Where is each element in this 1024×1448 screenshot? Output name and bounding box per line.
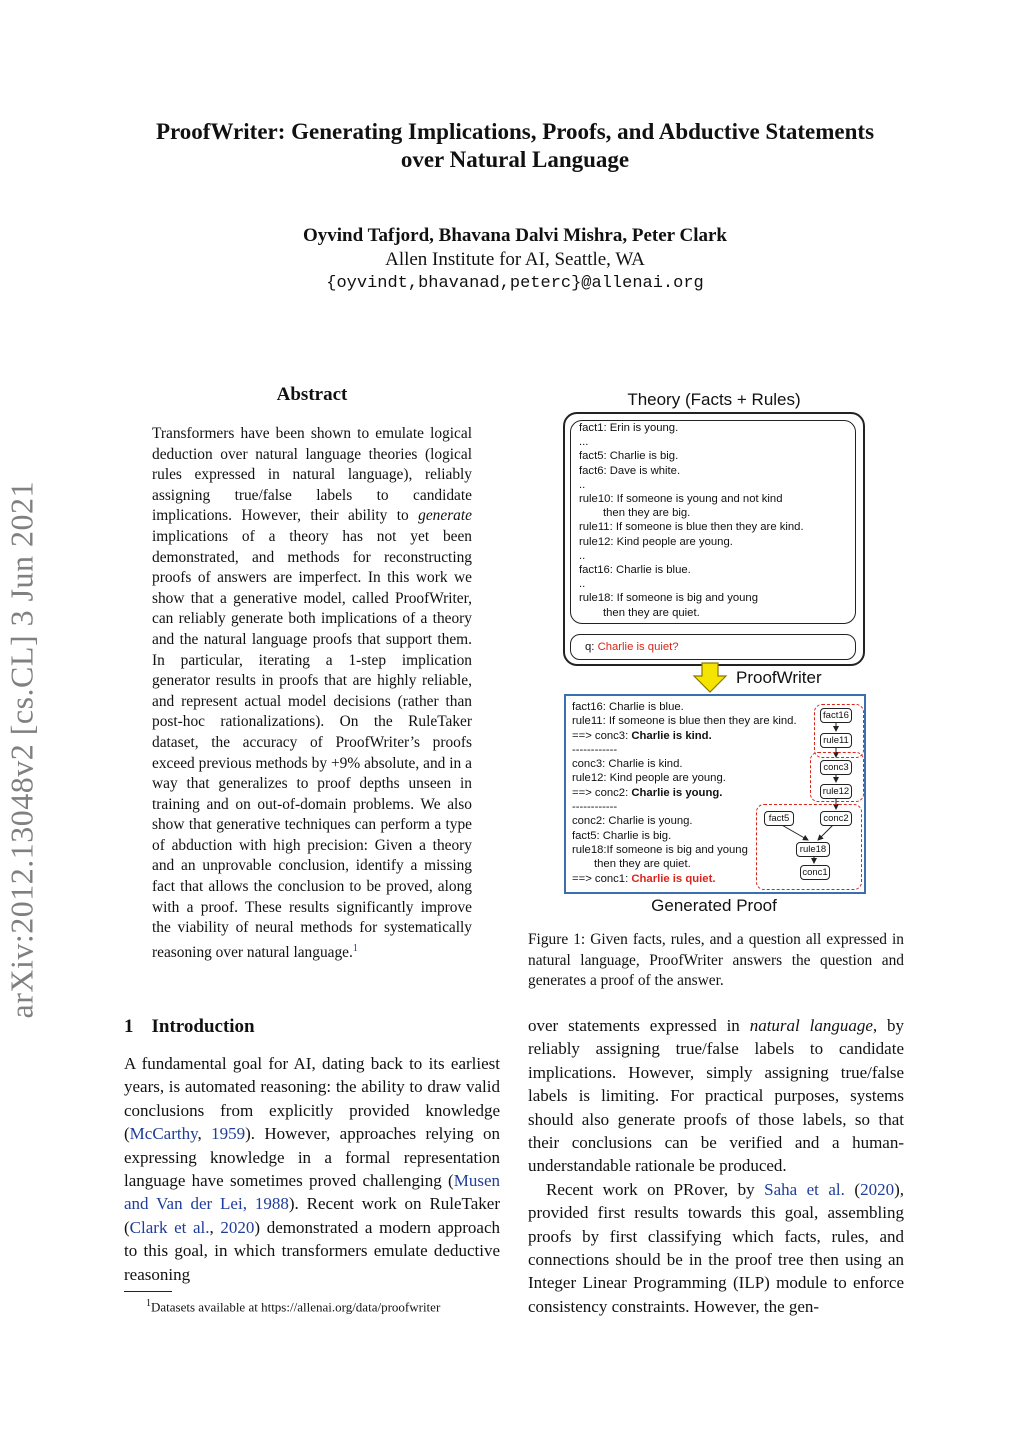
intro-text: ) demonstrated a modern approach to this goal, in which transformers emulate deductive reasoning <box>124 1217 500 1284</box>
node-rule18: rule18 <box>796 842 830 857</box>
down-arrow-icon <box>692 662 728 694</box>
citation-link[interactable]: Saha et al. <box>764 1179 845 1199</box>
proof-line-text: rule11: If someone is blue then they are kind. <box>572 715 797 728</box>
figure-caption: Figure 1: Given facts, rules, and a question all expressed in natural language, ProofWriter answers the question and generates a proof of the answer. <box>528 931 904 990</box>
abstract-text-1: Transformers have been shown to emulate logical deduction over natural language theories (logical rules expressed in natural language), reliably assigning true/false labels to candidate implications. However, their ability to <box>152 425 472 525</box>
theory-line: fact5: Charlie is big. <box>579 450 679 463</box>
intro-text: over statements expressed in <box>528 1016 750 1035</box>
footnote-rule <box>124 1291 172 1292</box>
abstract-text-2: implications of a theory has not yet been demonstrated, and methods for reconstructing proofs of answers are imperfect. In this work we show that a generative model, called ProofWriter, can reliably generate both implications of a theory and the natural language proofs that support them. In particular, iterating a 1-step implication generator results in proofs that are highly reliable, and represent actual model decisions (rather than post-hoc rationalizations). On the RuleTaker dataset, the accuracy of ProofWriter’s proofs exceed previous methods by +9% absolute, and in a way that generalizes to proof depths unseen in training and on out-of-domain problems. We also show that generative techniques can perform a type of abduction with high precision: Given a theory and an unprovable conclusion, identify a missing fact that allows the conclusion to be proved, along with a proof. These results significantly improve the viability of neural methods for systematically reasoning over natural language. <box>152 527 472 961</box>
proof-line-text: fact5: Charlie is big. <box>572 829 672 842</box>
section-heading <box>124 1016 255 1038</box>
theory-line: fact1: Erin is young. <box>579 422 679 434</box>
proof-line-text: then they are quiet. <box>594 858 691 871</box>
theory-line: fact16: Charlie is blue. <box>579 564 691 577</box>
abstract-heading: Abstract <box>276 384 348 405</box>
theory-line: .. <box>579 549 586 562</box>
footnote-mark: 1 <box>146 1298 151 1309</box>
node-rule11: rule11 <box>820 733 852 748</box>
proof-line-text: fact16: Charlie is blue. <box>572 701 684 713</box>
intro-text: ). However, approaches relying on expressing knowledge in a formal representation language have sometimes proved challenging ( <box>124 1124 500 1191</box>
proof-line-text: rule18:If someone is big and young <box>572 843 748 856</box>
node-conc2: conc2 <box>820 811 852 826</box>
citation-link[interactable]: Musen and Van der Lei, 1988 <box>124 1171 500 1214</box>
arxiv-stamp: arXiv:2012.13048v2 [cs.CL] 3 Jun 2021 <box>3 480 40 1019</box>
paragraph: Recent work on PRover, by Saha et al. (2020), provided first results towards this goal, assembling proofs by first classifying which facts, rules, and connections should be in the proof tree then using an Integer Linear Programming (ILP) module to enforce consistency constraints. However, the gen- <box>528 1179 904 1316</box>
node-fact16: fact16 <box>820 708 852 723</box>
citation-year-link[interactable]: 1959 <box>211 1124 246 1144</box>
node-rule12: rule12 <box>820 784 852 799</box>
proof-conclusion: Charlie is kind. <box>631 729 712 742</box>
abstract-emphasis: generate <box>418 507 472 525</box>
intro-text: Recent work on PRover, by <box>546 1179 765 1199</box>
title-line-1: ProofWriter: Generating Implications, Proofs, and Abductive Statements <box>155 119 875 144</box>
proof-line-text: ------------ <box>572 743 618 756</box>
citation-link[interactable]: Clark et al. <box>129 1217 210 1237</box>
proof-line-text: ------------ <box>572 801 618 814</box>
section-number: 1 <box>124 1016 134 1037</box>
node-fact5: fact5 <box>764 811 794 826</box>
footnote-text: Datasets available at https://allenai.org/data/proofwriter <box>151 1299 441 1315</box>
title-line-2: over Natural Language <box>400 147 630 172</box>
intro-right-column <box>528 1014 904 1318</box>
author-names: Oyvind Tafjord, Bhavana Dalvi Mishra, Peter Clark <box>302 225 727 246</box>
question-prefix: q: <box>585 641 598 653</box>
proof-line-text: ==> conc1: <box>572 872 632 885</box>
theory-line: rule11: If someone is blue then they are kind. <box>579 521 804 534</box>
section-title: Introduction <box>151 1016 255 1037</box>
proof-line-text: rule12: Kind people are young. <box>572 772 726 785</box>
theory-title: Theory (Facts + Rules) <box>627 390 801 409</box>
proof-conclusion: Charlie is quiet. <box>631 872 716 885</box>
question-box <box>570 634 856 660</box>
theory-line: .. <box>579 478 586 491</box>
intro-text: ). Recent work on RuleTaker ( <box>124 1194 500 1237</box>
question-text: Charlie is quiet? <box>597 641 679 653</box>
intro-emphasis: natural language <box>749 1016 873 1035</box>
theory-line: rule12: Kind people are young. <box>579 535 733 548</box>
proof-line-text: ==> conc3: <box>572 729 632 742</box>
intro-text: A fundamental goal for AI, dating back to its earliest years, is automated reasoning: the ability to draw valid conclusions from explicitly provided knowledge ( <box>124 1054 500 1144</box>
citation-year-link[interactable]: 2020 <box>220 1217 255 1237</box>
node-conc1: conc1 <box>800 865 830 880</box>
footnote <box>146 1298 440 1315</box>
paragraph <box>528 1014 904 1178</box>
intro-text: , by reliably assigning true/false labels to candidate implications. However, simply assigning true/false labels is limiting. For practical purposes, systems should also generate proofs of those labels, so that their conclusions can be verified and a human-understandable rationale be produced. <box>528 1016 905 1176</box>
author-block <box>100 224 930 296</box>
abstract-body <box>152 424 472 964</box>
theory-line: .. <box>579 578 586 591</box>
intro-left-column: A fundamental goal for AI, dating back to its earliest years, is automated reasoning: the ability to draw valid conclusions from explicitly provided knowledge (McCarthy, 1959). However, approaches relying on expressing knowledge in a formal representation language have sometimes proved challenging (Musen and Van der Lei, 1988). Recent work on RuleTaker (Clark et al., 2020) demonstrated a modern approach to this goal, in which transformers emulate deductive reasoning <box>124 1054 500 1284</box>
proof-line-text: conc2: Charlie is young. <box>572 815 693 828</box>
proof-line-text: conc3: Charlie is kind. <box>572 758 683 771</box>
theory-line: ... <box>579 436 589 449</box>
theory-line: then they are quiet. <box>603 606 700 619</box>
author-emails: {oyvindt,bhavanad,peterc}@allenai.org <box>326 274 704 293</box>
theory-line: rule10: If someone is young and not kind <box>579 493 783 506</box>
affiliation: Allen Institute for AI, Seattle, WA <box>385 249 645 270</box>
footnote-ref[interactable]: 1 <box>352 942 358 954</box>
paper-title <box>100 118 930 174</box>
citation-link[interactable]: McCarthy <box>129 1124 198 1144</box>
proof-conclusion: Charlie is young. <box>631 786 723 799</box>
proof-line-text: ==> conc2: <box>572 786 632 799</box>
theory-line: rule18: If someone is big and young <box>579 592 758 605</box>
intro-text: ), provided first results towards this goal, assembling proofs by first classifying which facts, rules, and connections should be in the proof tree then using an Integer Linear Programming (ILP) module to enforce consistency constraints. However, the gen- <box>528 1179 904 1316</box>
citation-year-link[interactable]: 2020 <box>860 1179 895 1199</box>
theory-box <box>570 420 856 624</box>
node-conc3: conc3 <box>820 760 852 775</box>
theory-line: then they are big. <box>603 507 691 520</box>
generated-proof-label: Generated Proof <box>651 896 777 915</box>
theory-line: fact6: Dave is white. <box>579 464 681 477</box>
proofwriter-label: ProofWriter <box>736 668 822 687</box>
